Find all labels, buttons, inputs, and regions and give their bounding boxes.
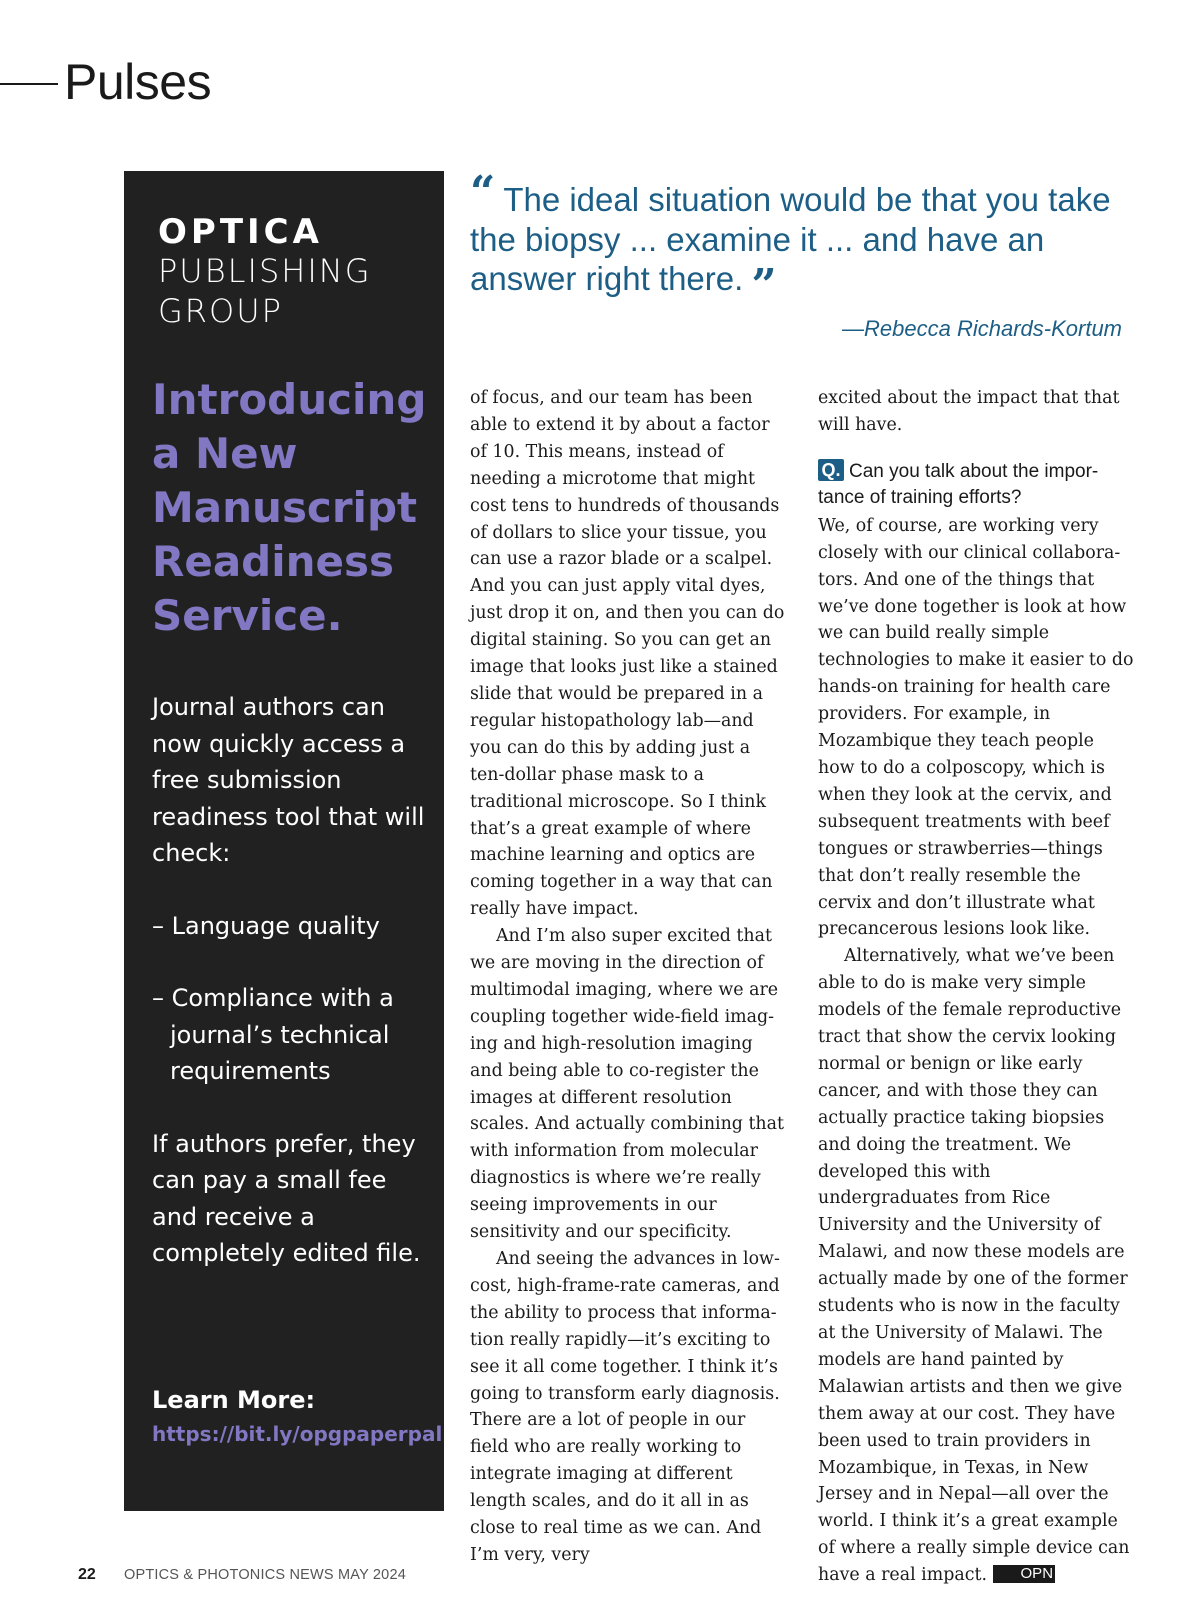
ad-item-compliance-line2: journal’s technical	[170, 1020, 390, 1049]
ad-item-language: – Language quality	[152, 911, 380, 940]
running-footer: OPTICS & PHOTONICS NEWS MAY 2024	[124, 1567, 406, 1583]
ad-closing: If authors prefer, they can pay a small fee and receive a completely edited file.	[152, 1129, 421, 1267]
article-paragraph-final	[818, 943, 1136, 1589]
logo-line-group: GROUP	[158, 292, 283, 330]
interview-question	[818, 459, 1136, 511]
article-column-1	[470, 385, 788, 1569]
ad-url-link[interactable]: https://bit.ly/opgpaperpal	[152, 1422, 443, 1446]
open-quote-icon: “	[470, 167, 496, 218]
logo-line-publishing: PUBLISHING	[158, 252, 372, 290]
article-paragraph: We, of course, are working very closely with our clinical collaborators. And one of the things that we’ve done together is look at how we can build really simple technologies to make it easier to do hands-on training for health care providers. For example, in Mozambique they teach people how to do a colposcopy, which is when they look at the cervix, and subsequent treatments with beef tongues or strawberries—things that don’t really resemble the cervix and don’t illustrate what precancerous lesions look like.	[818, 515, 1134, 940]
question-badge-icon: Q.	[818, 459, 844, 481]
ad-headline: Introducing a New Manuscript Readiness Service.	[152, 375, 427, 640]
ad-learn-more: Learn More:	[152, 1386, 316, 1414]
page-number: 22	[78, 1566, 96, 1583]
pull-quote-text: The ideal situation would be that you take the biopsy ... examine it ... and have an answer right there.	[470, 181, 1111, 297]
ad-item-compliance-line1: – Compliance with a	[152, 984, 394, 1012]
optica-advertisement	[124, 171, 444, 1511]
final-paragraph-text: Alternatively, what we’ve been able to do is make very simple models of the female reproductive tract that show the cervix looking normal or benign or like early cancer, and with those they can actually practice taking biopsies and doing the treatment. We developed this with undergraduates from Rice University and the University of Malawi, and now these models are actually made by one of the former students who is now in the faculty at the University of Malawi. The models are hand painted by Malawian artists and then we give them away at our cost. They have been used to train providers in Mozambique, in Texas, in New Jersey and in Nepal—all over the world. I think it’s a great example of where a really simple device can have a real impact.	[818, 946, 1130, 1586]
article-paragraph: And I’m also super excited that we are moving in the direction of multimodal imaging, where we are coupling together wide-field imaging and high-resolution imaging and being able to co-register the images at different resolution scales. And actually combining that with information from molecular diagnostics is where we’re really seeing improvements in our sensitivity and our specificity.	[470, 926, 784, 1243]
article-column-2	[818, 385, 1136, 1589]
article-paragraph: And seeing the advances in low-cost, high-frame-rate cameras, and the ability to process that information really rapidly—it’s exciting to see it all come together. I think it’s going to transform early diagnosis. There are a lot of people in our field who are really working to integrate imaging at different length scales, and do it all in as close to real time as we can. And I’m very, very	[470, 1249, 780, 1565]
article-paragraph: excited about the impact that that will have.	[818, 388, 1120, 435]
opn-end-mark: OPN	[993, 1565, 1056, 1583]
logo-line-optica: OPTICA	[158, 212, 323, 252]
section-title: Pulses	[64, 54, 212, 110]
close-quote-icon: ”	[751, 260, 777, 311]
quote-attribution: —Rebecca Richards-Kortum	[842, 316, 1122, 341]
ad-intro: Journal authors can now quickly access a free submission readiness tool that will check:	[152, 693, 425, 867]
question-text: Can you talk about the importance of training efforts?	[818, 460, 1099, 508]
article-paragraph: of focus, and our team has been able to extend it by about a factor of 10. This means, instead of needing a microtome that might cost tens to hundreds of thousands of dollars to slice your tissue, you can use a razor blade or a scalpel. And you can just apply vital dyes, just drop it on, and then you can do digital staining. So you can get an image that looks just like a stained slide that would be prepared in a regular histopathology lab—and you can do this by adding just a ten-dollar phase mask to a traditional microscope. So I think that’s a great example of where machine learning and optics are coming together in a way that can really have impact.	[470, 388, 785, 920]
ad-item-compliance-line3: requirements	[170, 1057, 331, 1085]
optica-publishing-logo	[158, 213, 371, 331]
pull-quote	[470, 167, 1130, 311]
ad-body	[152, 689, 437, 1272]
ad-item-compliance	[152, 980, 437, 1017]
section-rule	[0, 83, 58, 85]
